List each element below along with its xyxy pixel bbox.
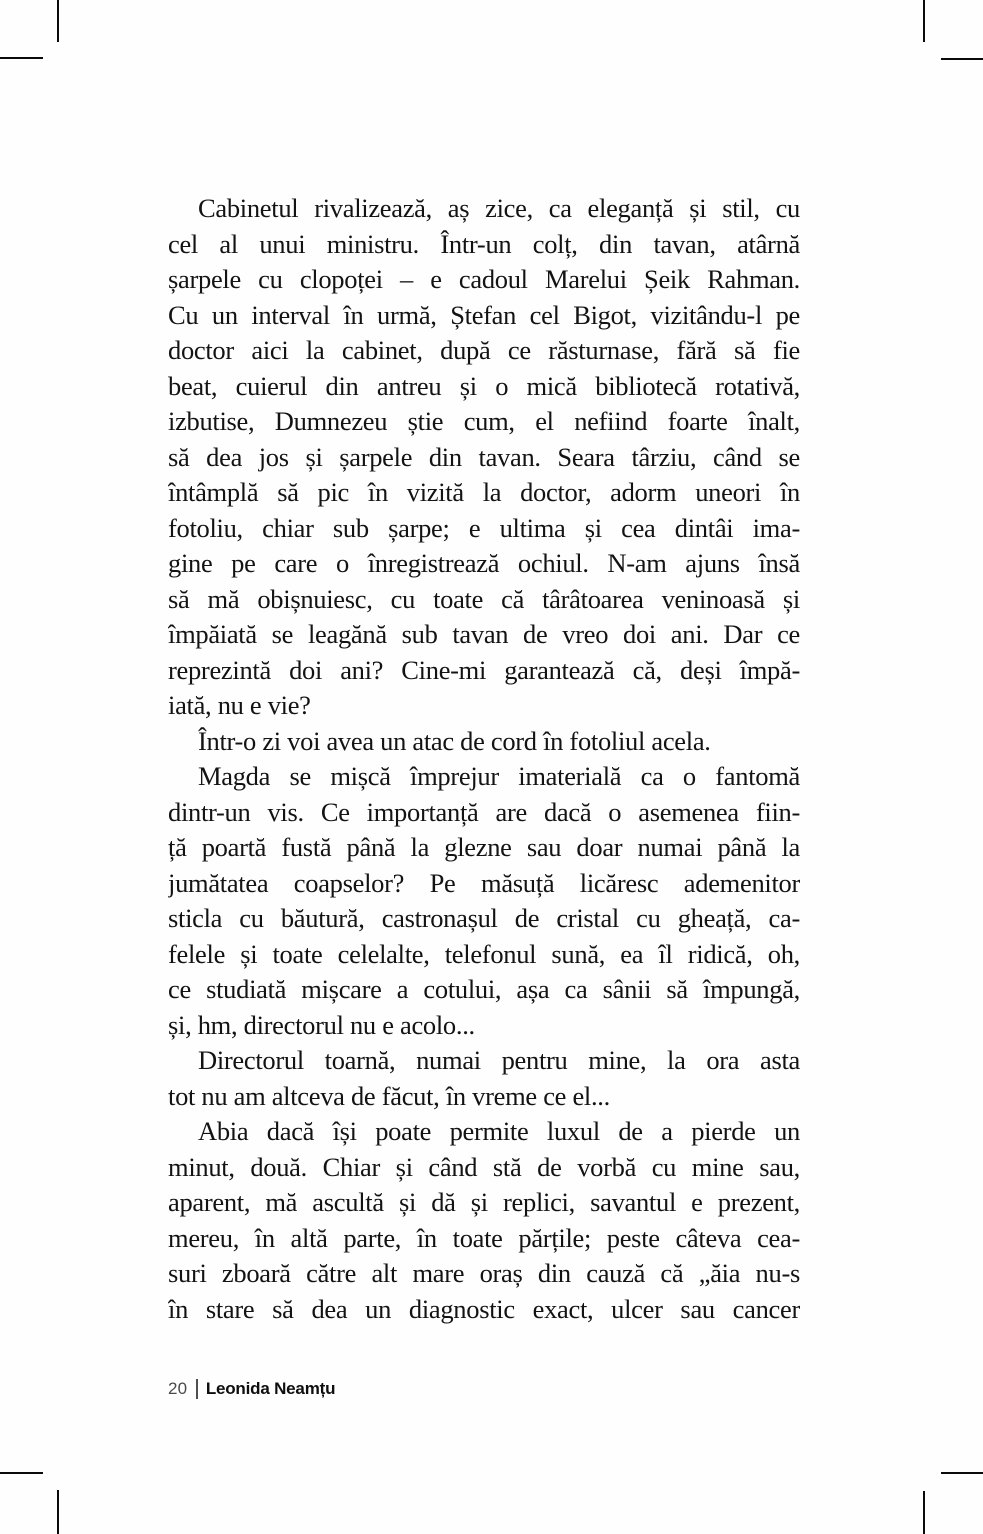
footer-separator: [196, 1379, 198, 1399]
text-line: suri zboară către alt mare oraș din cauză că „ăia nu-s: [168, 1258, 800, 1288]
text-line: Abia dacă își poate permite luxul de a pierde un: [198, 1116, 800, 1146]
text-line: fotoliu, chiar sub șarpe; e ultima și cea dintâi ima-: [168, 512, 800, 543]
text-line: beat, cuierul din antreu și o mică bibliotecă rotativă,: [168, 370, 800, 401]
text-line: ce studiată mișcare a cotului, așa ca sânii să împungă,: [168, 974, 800, 1004]
text-line: felele și toate celelalte, telefonul sună, ea îl ridică, oh,: [168, 938, 800, 969]
text-line: aparent, mă ascultă și dă și replici, savantul e prezent,: [168, 1187, 800, 1217]
text-line: ță poartă fustă până la glezne sau doar numai până la: [168, 832, 800, 862]
crop-mark-bottom-right-vertical: [923, 1491, 925, 1534]
text-line: Magda se mișcă împrejur imaterială ca o fantomă: [198, 761, 800, 791]
text-line: și, hm, directorul nu e acolo...: [168, 1009, 475, 1040]
text-line: să dea jos și șarpele din tavan. Seara târziu, când se: [168, 441, 800, 472]
crop-mark-top-left-vertical: [57, 0, 59, 42]
text-line: doctor aici la cabinet, după ce răsturnase, fără să fie: [168, 335, 800, 365]
crop-mark-bottom-right-horizontal: [941, 1472, 983, 1474]
text-line: în stare să dea un diagnostic exact, ulcer sau cancer: [168, 1293, 800, 1324]
text-block: [168, 191, 800, 1327]
page-number: 20: [168, 1379, 188, 1398]
text-line: gine pe care o înregistrează ochiul. N-am ajuns însă: [168, 548, 800, 578]
text-line: cel al unui ministru. Într-un colț, din tavan, atârnă: [168, 228, 800, 259]
text-line: împăiată se leagănă sub tavan de vreo doi ani. Dar ce: [168, 619, 800, 649]
text-line: izbutise, Dumnezeu știe cum, el nefiind foarte înalt,: [168, 406, 800, 436]
crop-mark-top-right-horizontal: [941, 58, 983, 60]
crop-mark-bottom-left-vertical: [57, 1490, 59, 1534]
text-line: iată, nu e vie?: [168, 690, 311, 720]
text-line: reprezintă doi ani? Cine-mi garantează că, deși împă-: [168, 654, 800, 685]
page-footer: [168, 1378, 335, 1399]
text-line: întâmplă să pic în vizită la doctor, adorm uneori în: [168, 477, 800, 507]
text-line: jumătatea coapselor? Pe măsuță licăresc ademenitor: [168, 867, 800, 898]
text-line: tot nu am altceva de făcut, în vreme ce el...: [168, 1080, 610, 1111]
text-line: Într-o zi voi avea un atac de cord în fotoliul acela.: [198, 725, 711, 756]
text-line: mereu, în altă parte, în toate părțile; peste câteva cea-: [168, 1222, 800, 1253]
text-line: sticla cu băutură, castronașul de cristal cu gheață, ca-: [168, 903, 800, 933]
text-line: Cabinetul rivalizează, aș zice, ca eleganță și stil, cu: [198, 193, 800, 223]
text-line: șarpele cu clopoței – e cadoul Marelui Șeik Rahman.: [168, 264, 800, 294]
crop-mark-top-left-horizontal: [0, 57, 43, 59]
text-line: să mă obișnuiesc, cu toate că târâtoarea veninoasă și: [168, 583, 800, 614]
crop-mark-top-right-vertical: [923, 0, 925, 42]
crop-mark-bottom-left-horizontal: [0, 1472, 43, 1474]
author-name: Leonida Neamțu: [205, 1379, 336, 1398]
text-line: Cu un interval în urmă, Ștefan cel Bigot, vizitându-l pe: [168, 299, 800, 330]
text-line: minut, două. Chiar și când stă de vorbă cu mine sau,: [168, 1151, 800, 1182]
text-line: dintr-un vis. Ce importanță are dacă o asemenea fiin-: [168, 796, 800, 827]
text-line: Directorul toarnă, numai pentru mine, la ora asta: [198, 1045, 800, 1075]
